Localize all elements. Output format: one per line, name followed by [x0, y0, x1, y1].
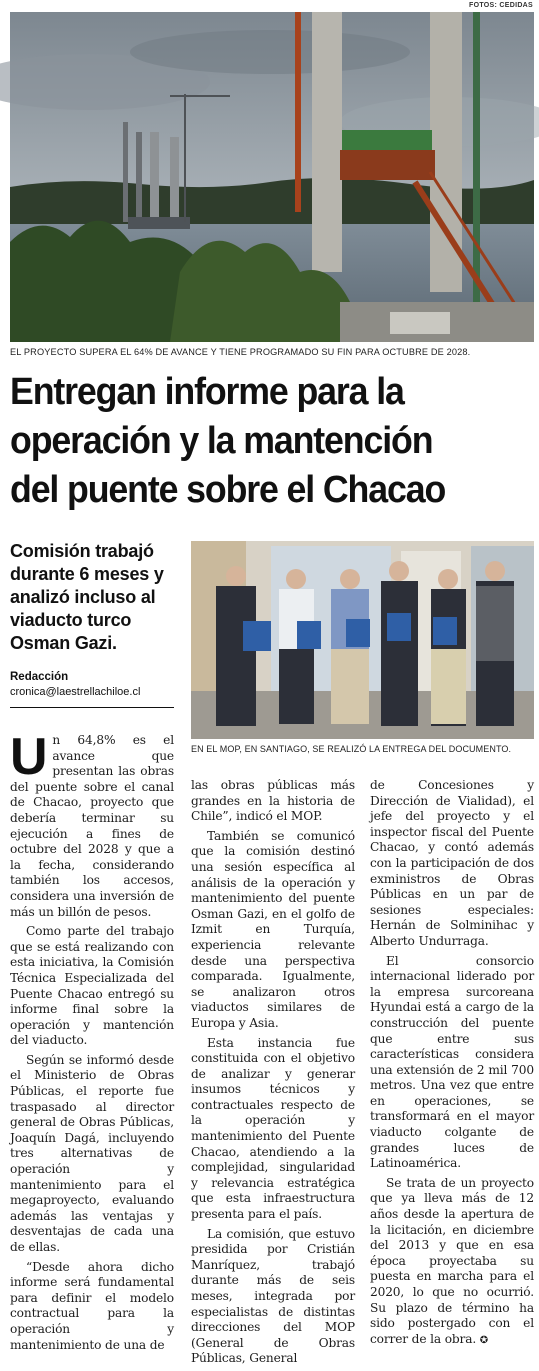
top-photo-caption: EL PROYECTO SUPERA EL 64% DE AVANCE Y TIENE PROGRAMADO SU FIN PARA OCTUBRE DE 2028. — [10, 347, 471, 357]
article-column-2 — [191, 778, 355, 1371]
byline-name: Redacción — [10, 671, 69, 683]
byline-divider — [10, 707, 174, 708]
paragraph: Según se informó desde el Ministerio de Obras Públicas, el reporte fue traspasado al director general de Obras Públicas, Joaquín Dagá, incluyendo tres alternativas de operación y mantenimiento para el megaproyecto, evaluando además las ventajas y desventajas de cada una de ellas. — [10, 1052, 174, 1254]
document-delivery-photo — [191, 541, 534, 739]
end-mark-icon: ✪ — [479, 1334, 489, 1346]
photo-credit: FOTOS: CEDIDAS — [469, 2, 533, 9]
paragraph-text: n 64,8% es el avance que presentan las obras del puente sobre el canal de Chacao, proyecto que debería terminar su ejecución a fines de octubre del 2028 y que a la fecha, considerando también los accesos, considera una inversión de más un billón de pesos. — [10, 733, 174, 919]
article-column-1 — [10, 728, 174, 1357]
paragraph: También se comunicó que la comisión destinó una sesión específica al análisis de la operación y mantenimiento del puente Osman Gazi, en el golfo de Izmit en Turquía, experiencia relevante desde una perspectiva comparada. Igualmente, se analizaron otros viaductos similares de Europa y Asia. — [191, 828, 355, 1030]
headline — [10, 368, 503, 515]
paragraph — [370, 1176, 534, 1349]
headline-line-3: del puente sobre el Chacao — [10, 469, 446, 511]
article-column-3 — [370, 778, 534, 1352]
headline-line-1: Entregan informe para la — [10, 371, 404, 413]
paragraph: Como parte del trabajo que se está realizando con esta iniciativa, la Comisión Técnica Especializada del Puente Chacao entregó su informe final sobre la operación y mantención del viaducto. — [10, 924, 174, 1048]
drop-cap: U — [10, 728, 48, 786]
paragraph: El consorcio internacional liderado por la empresa surcoreana Hyundai está a cargo de la construcción del puente que entre sus características considera una extensión de 2 mil 700 metros. Una vez que entre en operaciones, se transformará en el mayor viaducto colgante de grandes luces de Latinoamérica. — [370, 953, 534, 1171]
bridge-construction-photo — [10, 12, 534, 342]
paragraph — [10, 728, 174, 920]
second-photo-caption: EN EL MOP, EN SANTIAGO, SE REALIZÓ LA ENTREGA DEL DOCUMENTO. — [191, 744, 512, 754]
subtitle: Comisión trabajó durante 6 meses y analizó incluso al viaducto turco Osman Gazi. — [10, 541, 164, 653]
headline-line-2: operación y la mantención — [10, 420, 433, 462]
paragraph: de Concesiones y Dirección de Vialidad), el jefe del proyecto y el inspector fiscal del Puente Chacao, y contó además con la participación de dos exministros de Obras Públicas en un par de sesiones especiales: Hernán de Solminihac y Alberto Undurraga. — [370, 778, 534, 948]
paragraph: La comisión, que estuvo presidida por Cristián Manríquez, trabajó durante más de seis meses, integrada por especialistas de distintas direcciones del MOP (General de Obras Públicas, General — [191, 1226, 355, 1366]
byline-email: cronica@laestrellachiloe.cl — [10, 686, 141, 698]
paragraph: Esta instancia fue constituida con el objetivo de analizar y generar insumos técnicos y contractuales respecto de la operación y mantenimiento del Puente Chacao, atendiendo a la complejidad, singularidad y relevancia estratégica que esta infraestructura presenta para el país. — [191, 1035, 355, 1222]
paragraph-text: Se trata de un proyecto que ya lleva más de 12 años desde la apertura de la licitación, en diciembre del 2013 y que en esa época proyectaba su puesta en marcha para el 2020, lo que no ocurrió. Su plazo de término ha sido postergado con el correr de la obra. — [370, 1175, 534, 1346]
paragraph: las obras públicas más grandes en la historia de Chile”, indicó el MOP. — [191, 778, 355, 824]
paragraph: “Desde ahora dicho informe será fundamental para definir el modelo contractual para la operación y mantenimiento de una de — [10, 1259, 174, 1352]
